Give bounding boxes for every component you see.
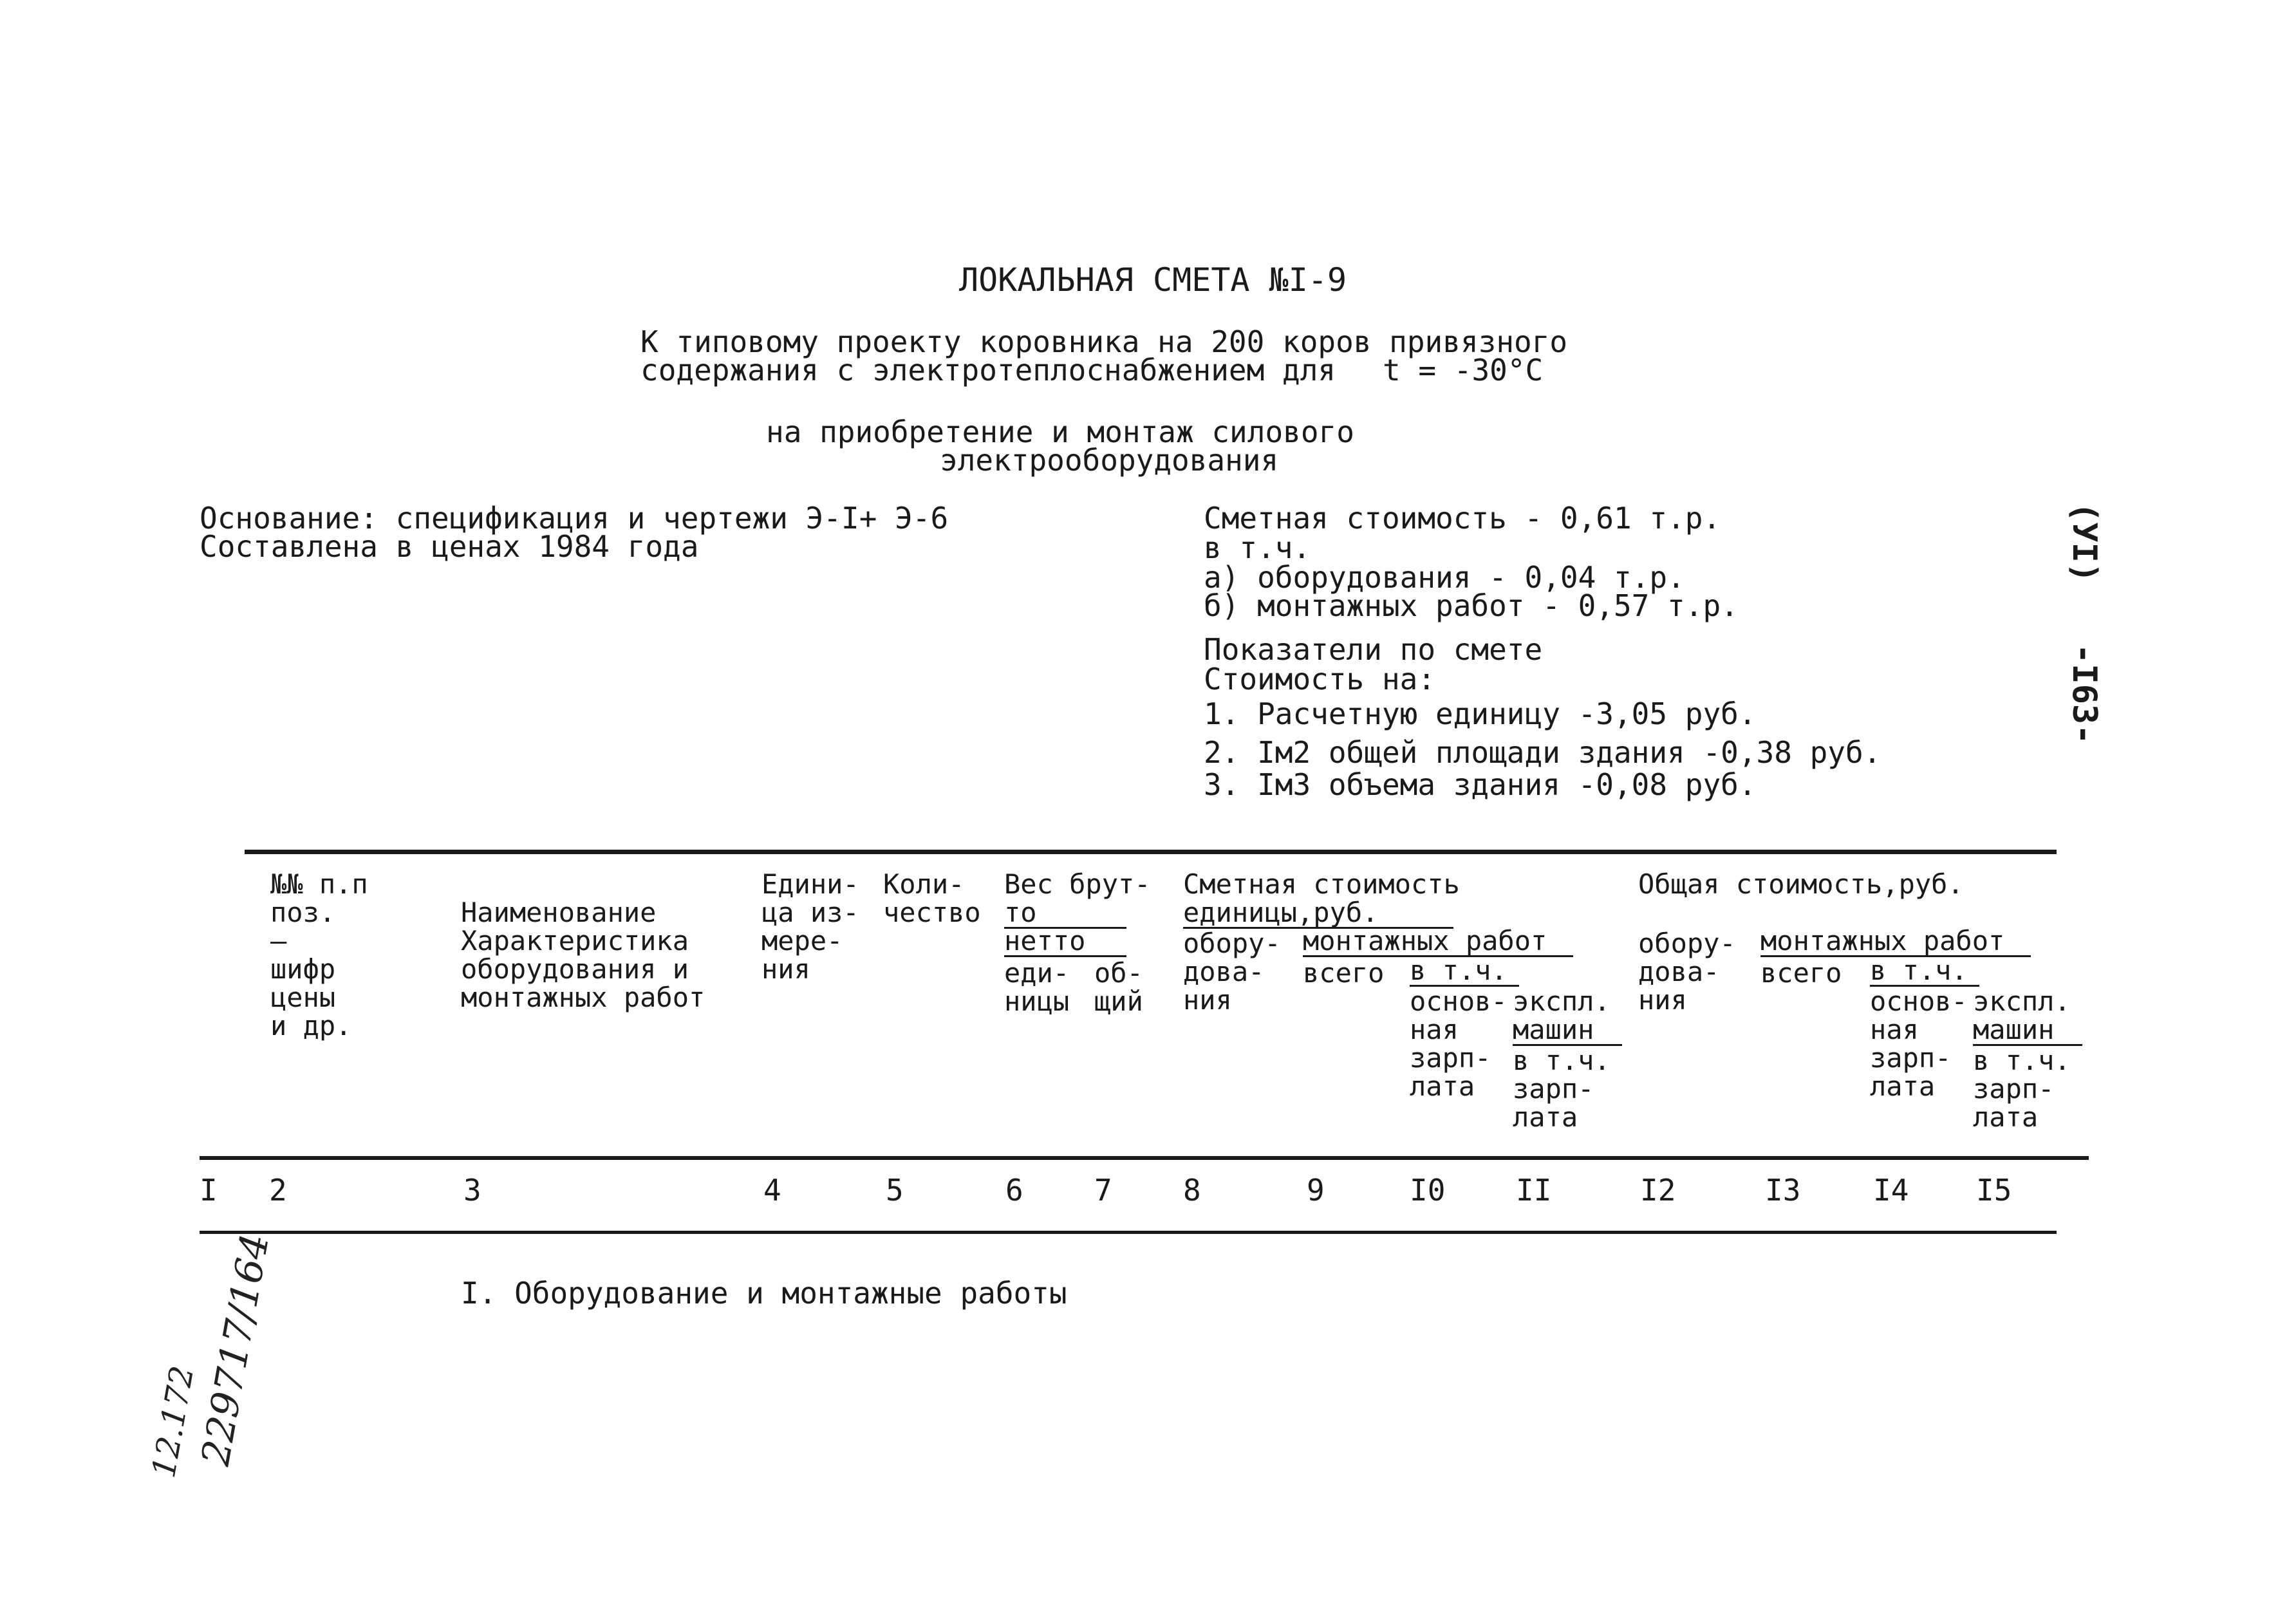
subtitle-line3: на приобретение и монтаж силового: [766, 415, 1354, 449]
header-netto: нетто: [1004, 927, 1126, 957]
cost-for-label: Стоимость на:: [1204, 662, 1436, 696]
handwritten-inventory-number: 229717/164: [193, 1230, 279, 1470]
header-incl-1: в т.ч.: [1410, 957, 1519, 987]
subtitle-line2: содержания с электротеплоснабжением для: [640, 353, 1336, 387]
col-num-11: II: [1516, 1173, 1552, 1208]
header-all-1: всего: [1303, 957, 1385, 989]
col-num-7: 7: [1094, 1173, 1112, 1208]
header-unit-cost-2: единицы,руб.: [1183, 899, 1453, 929]
col-num-4: 4: [763, 1173, 781, 1208]
header-equip-2: обору- дова- ния: [1638, 928, 1736, 1016]
estimated-cost: Сметная стоимость - 0,61 т.р.: [1204, 501, 1721, 536]
col-num-2: 2: [269, 1173, 287, 1208]
header-col3: Наименование Характеристика оборудования и монтажных работ: [461, 897, 705, 1013]
cost-equipment: а) оборудования - 0,04 т.р.: [1204, 560, 1685, 595]
document-title: ЛОКАЛЬНАЯ СМЕТА №I-9: [959, 261, 1347, 299]
cost-incl: в т.ч.: [1204, 530, 1311, 565]
header-weight-to: то: [1004, 899, 1126, 929]
section-heading: I. Оборудование и монтажные работы: [461, 1276, 1067, 1311]
page-number: -I63-: [2065, 644, 2104, 745]
subtitle-line1: К типовому проекту коровника на 200 коров привязного: [640, 324, 1568, 359]
col-num-8: 8: [1183, 1173, 1201, 1208]
col-num-13: I3: [1765, 1173, 1801, 1208]
header-all-2: всего: [1760, 957, 1842, 989]
header-basic-2: основ- ная зарп- лата: [1870, 985, 1968, 1102]
col-num-3: 3: [463, 1173, 481, 1208]
col-num-14: I4: [1873, 1173, 1909, 1208]
col-num-10: I0: [1410, 1173, 1446, 1208]
header-bottom-rule: [200, 1156, 2089, 1160]
header-unit-cost: Сметная стоимость: [1183, 868, 1460, 900]
header-expl-2: экспл.: [1973, 985, 2071, 1017]
header-total-cost: Общая стоимость,руб.: [1638, 868, 1964, 900]
header-mont-1: монтажных работ: [1303, 927, 1573, 957]
header-col5: Коли- чество: [883, 868, 981, 928]
header-weight: Вес брут-: [1004, 868, 1151, 900]
header-col6: еди- ницы: [1004, 957, 1070, 1017]
header-col4: Едини- ца из- мере- ния: [761, 868, 859, 985]
col-num-1: I: [200, 1173, 218, 1208]
basis-line1: Основание: спецификация и чертежи Э-I+ Э-6: [200, 501, 949, 536]
colnum-bottom-rule: [200, 1231, 2057, 1234]
basis-line2: Составлена в ценах 1984 года: [200, 529, 699, 564]
indicator-3: 3. Iм3 объема здания -0,08 руб.: [1204, 767, 1757, 802]
header-mont-2: монтажных работ: [1760, 927, 2031, 957]
header-col2: №№ п.п поз. – шифр цены и др.: [270, 868, 368, 1041]
header-incl-2: в т.ч.: [1870, 957, 1979, 987]
col-num-15: I5: [1976, 1173, 2012, 1208]
cost-installation: б) монтажных работ - 0,57 т.р.: [1204, 588, 1739, 623]
header-mach-incl-1: в т.ч. зарп- лата: [1513, 1045, 1610, 1133]
header-mach-1: машин: [1513, 1016, 1622, 1046]
indicators-heading: Показатели по смете: [1204, 632, 1543, 667]
header-col7: об- щий: [1094, 957, 1143, 1017]
col-num-12: I2: [1640, 1173, 1676, 1208]
subtitle-temp: t = -30°С: [1383, 353, 1544, 387]
header-mach-2: машин: [1973, 1016, 2082, 1046]
document-code: (УI): [2065, 502, 2104, 583]
col-num-5: 5: [886, 1173, 904, 1208]
header-expl-1: экспл.: [1513, 985, 1610, 1017]
subtitle-line4: электрооборудования: [940, 443, 1279, 478]
indicator-2: 2. Iм2 общей площади здания -0,38 руб.: [1204, 735, 1881, 770]
col-num-9: 9: [1307, 1173, 1325, 1208]
header-mach-incl-2: в т.ч. зарп- лата: [1973, 1045, 2071, 1133]
handwritten-date: 12.172: [145, 1363, 201, 1481]
table-top-rule: [245, 850, 2057, 854]
indicator-1: 1. Расчетную единицу -3,05 руб.: [1204, 696, 1757, 731]
header-equip-1: обору- дова- ния: [1183, 928, 1281, 1016]
col-num-6: 6: [1005, 1173, 1023, 1208]
header-basic-1: основ- ная зарп- лата: [1410, 985, 1508, 1102]
